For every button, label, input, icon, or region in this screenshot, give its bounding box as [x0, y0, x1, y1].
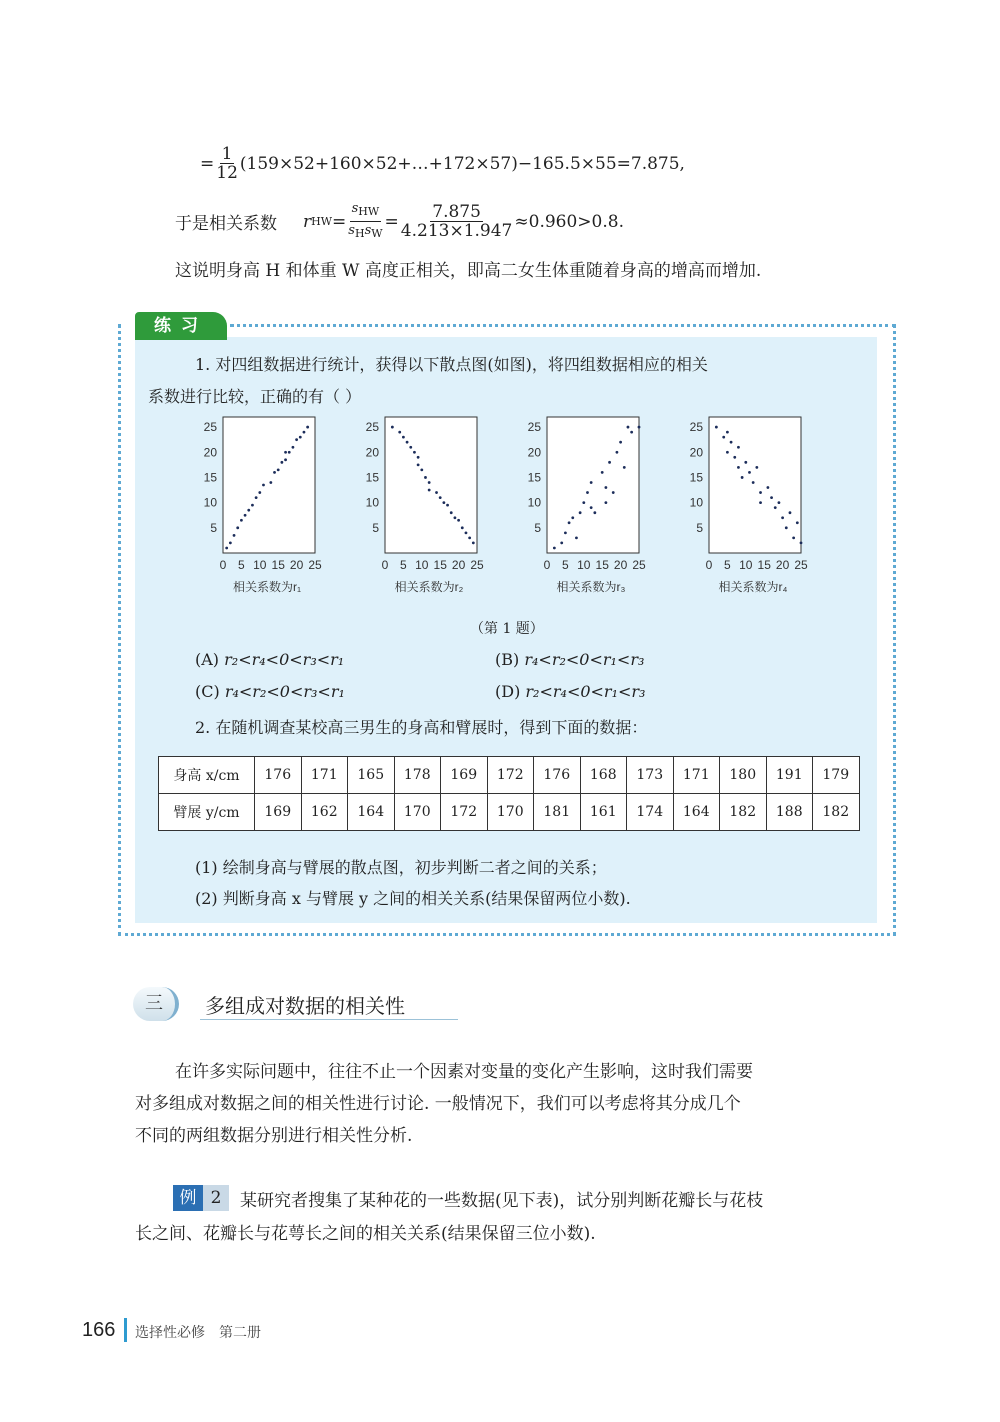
table-cell: 171 — [673, 757, 720, 794]
scatter-point — [269, 481, 272, 484]
x-tick-label: 20 — [289, 558, 304, 572]
scatter-point — [623, 466, 626, 469]
x-tick-label: 15 — [271, 558, 285, 572]
fraction-denominator: 12 — [216, 163, 238, 183]
scatter-point — [450, 511, 453, 514]
scatter-point — [446, 504, 449, 507]
table-cell: 172 — [441, 794, 488, 831]
scatter-point — [461, 526, 464, 529]
example-2-line-1: 某研究者搜集了某种花的一些数据(见下表)，试分别判断花瓣长与花枝 — [240, 1191, 764, 1211]
y-tick-label: 20 — [203, 445, 217, 460]
scatter-plot-r2 — [357, 412, 497, 577]
scatter-point — [442, 501, 445, 504]
table-cell: 176 — [255, 757, 302, 794]
scatter-point — [792, 536, 795, 539]
s-hw-sub: HW — [358, 205, 380, 218]
x-tick-label: 10 — [739, 558, 753, 572]
table-cell: 172 — [487, 757, 534, 794]
scatter-point — [295, 438, 298, 441]
table-cell: 176 — [534, 757, 581, 794]
fraction-values-numerator: 7.875 — [432, 202, 481, 222]
x-tick-label: 5 — [238, 558, 245, 572]
x-tick-label: 15 — [757, 558, 771, 572]
scatter-point — [398, 431, 401, 434]
question-2-sub-2: (2) 判断身高 x 与臂展 y 之间的相关关系(结果保留两位小数). — [195, 889, 631, 908]
scatter-point — [303, 431, 306, 434]
scatter-point — [247, 509, 250, 512]
table-cell: 182 — [813, 794, 860, 831]
table-cell: 171 — [301, 757, 348, 794]
option-b — [495, 650, 644, 669]
conclusion-text: 这说明身高 H 和体重 W 高度正相关，即高二女生体重随着身高的增高而增加. — [175, 261, 762, 281]
row-header-armspan: 臂展 y/cm — [159, 794, 255, 831]
scatter-point — [262, 484, 265, 487]
scatter-point — [778, 501, 781, 504]
x-tick-label: 25 — [794, 558, 808, 572]
scatter-point — [424, 476, 427, 479]
scatter-point — [612, 491, 615, 494]
scatter-point — [435, 491, 438, 494]
option-d-text: r₂<r₄<0<r₁<r₃ — [525, 682, 646, 701]
plot-caption-r3: 相关系数为r₃ — [556, 580, 626, 594]
scatter-point — [417, 456, 420, 459]
scatter-point — [726, 431, 729, 434]
x-tick-label: 20 — [451, 558, 466, 572]
section-number-badge: 三 — [133, 987, 179, 1021]
row-header-height: 身高 x/cm — [159, 757, 255, 794]
table-cell: 165 — [348, 757, 395, 794]
table-row — [159, 757, 860, 794]
section-underline — [200, 1019, 458, 1020]
question-2-sub-1: (1) 绘制身高与臂展的散点图，初步判断二者之间的关系； — [195, 858, 607, 877]
scatter-point — [630, 431, 633, 434]
scatter-point — [722, 436, 725, 439]
x-tick-label: 25 — [632, 558, 646, 572]
scatter-point — [601, 471, 604, 474]
formula-expression: (159×52+160×52+…+172×57)−165.5×55=7.875, — [239, 153, 685, 174]
scatter-point — [571, 516, 574, 519]
formula-result: ≈0.960>0.8. — [514, 211, 624, 232]
y-tick-label: 20 — [689, 445, 703, 460]
scatter-point — [417, 463, 420, 466]
equals-2: = — [384, 211, 399, 232]
table-cell: 173 — [627, 757, 674, 794]
s-w: s — [364, 223, 372, 238]
example-badge-number: 2 — [203, 1185, 229, 1211]
scatter-point — [439, 496, 442, 499]
scatter-point — [225, 547, 228, 550]
table-cell: 174 — [627, 794, 674, 831]
option-a-label: (A) — [195, 650, 220, 669]
scatter-point — [306, 426, 309, 429]
example-2-badge — [173, 1185, 229, 1211]
x-tick-label: 25 — [308, 558, 322, 572]
scatter-point — [744, 461, 747, 464]
scatter-plot-r3 — [519, 412, 659, 577]
scatter-point — [233, 534, 236, 537]
book-title: 选择性必修 第二册 — [135, 1325, 261, 1341]
table-cell: 179 — [813, 757, 860, 794]
scatter-point — [472, 542, 475, 545]
scatter-point — [616, 451, 619, 454]
option-c-text: r₄<r₂<0<r₃<r₁ — [224, 682, 345, 701]
scatter-point — [627, 426, 630, 429]
option-c-label: (C) — [195, 682, 220, 701]
scatter-point — [454, 516, 457, 519]
plot-caption-r4: 相关系数为r₄ — [718, 580, 788, 594]
scatter-point — [564, 531, 567, 534]
scatter-point — [730, 441, 733, 444]
y-tick-label: 25 — [203, 420, 217, 435]
table-cell: 162 — [301, 794, 348, 831]
s-h: s — [348, 223, 355, 238]
x-tick-label: 20 — [613, 558, 628, 572]
scatter-point — [284, 458, 287, 461]
scatter-point — [748, 471, 751, 474]
scatter-point — [741, 476, 744, 479]
scatter-plot-r4 — [681, 412, 821, 577]
table-cell: 170 — [487, 794, 534, 831]
scatter-point — [579, 511, 582, 514]
y-tick-label: 10 — [689, 495, 703, 510]
scatter-point — [284, 451, 287, 454]
fraction-values-denominator: 4.213×1.947 — [400, 221, 513, 241]
plot-caption-r2: 相关系数为r₂ — [394, 580, 464, 594]
fraction-one-twelfth — [216, 145, 238, 182]
y-tick-label: 10 — [365, 495, 379, 510]
scatter-point — [608, 461, 611, 464]
x-tick-label: 0 — [381, 558, 389, 572]
scatter-point — [255, 496, 258, 499]
scatter-point — [457, 519, 460, 522]
s-h-sub: H — [354, 227, 365, 240]
scatter-point — [299, 436, 302, 439]
y-tick-label: 25 — [365, 420, 379, 435]
scatter-point — [292, 446, 295, 449]
x-tick-label: 10 — [415, 558, 429, 572]
table-row — [159, 794, 860, 831]
formula-eq: = — [200, 153, 215, 174]
scatter-point — [715, 426, 718, 429]
table-cell: 168 — [580, 757, 627, 794]
r-subscript: HW — [311, 215, 333, 228]
scatter-point — [590, 506, 593, 509]
section-paragraph-line-1: 在许多实际问题中，往往不止一个因素对变量的变化产生影响，这时我们需要 — [175, 1062, 753, 1082]
formula-line-2 — [175, 200, 624, 243]
scatter-point — [468, 536, 471, 539]
fraction-s-ratio — [348, 200, 382, 243]
x-tick-label: 25 — [470, 558, 484, 572]
option-d — [495, 682, 645, 701]
table-cell: 180 — [720, 757, 767, 794]
x-tick-label: 15 — [433, 558, 447, 572]
y-tick-label: 20 — [527, 445, 541, 460]
scatter-point — [752, 481, 755, 484]
table-cell: 161 — [580, 794, 627, 831]
option-b-text: r₄<r₂<0<r₁<r₃ — [524, 650, 645, 669]
section-paragraph-line-2: 对多组成对数据之间的相关性进行讨论. 一般情况下，我们可以考虑将其分成几个 — [135, 1094, 741, 1114]
equals-1: = — [332, 211, 347, 232]
scatter-point — [781, 516, 784, 519]
scatter-point — [590, 481, 593, 484]
x-tick-label: 0 — [219, 558, 227, 572]
scatter-plot-r1 — [195, 412, 335, 577]
x-tick-label: 0 — [543, 558, 551, 572]
table-cell: 170 — [394, 794, 441, 831]
scatter-point — [593, 511, 596, 514]
scatter-point — [409, 446, 412, 449]
exercise-tab: 练习 — [135, 312, 227, 340]
question-1-line-1: 1. 对四组数据进行统计，获得以下散点图(如图)，将四组数据相应的相关 — [195, 355, 708, 374]
option-a — [195, 650, 344, 669]
scatter-point — [465, 531, 468, 534]
page-number: 166 — [82, 1319, 116, 1341]
y-tick-label: 20 — [365, 445, 379, 460]
scatter-point — [229, 542, 232, 545]
x-tick-label: 5 — [562, 558, 569, 572]
scatter-point — [240, 519, 243, 522]
scatter-point — [236, 526, 239, 529]
fraction-values — [401, 203, 513, 240]
scatter-point — [402, 436, 405, 439]
table-cell: 178 — [394, 757, 441, 794]
x-tick-label: 20 — [775, 558, 790, 572]
correlation-label: 于是相关系数 — [175, 214, 277, 234]
y-tick-label: 15 — [365, 470, 379, 485]
page-number-bar — [124, 1318, 127, 1342]
scatter-point — [755, 466, 758, 469]
x-tick-label: 10 — [577, 558, 591, 572]
table-cell: 188 — [766, 794, 813, 831]
y-tick-label: 5 — [210, 520, 217, 535]
scatter-point — [420, 468, 423, 471]
formula-line-1 — [200, 145, 685, 182]
y-tick-label: 5 — [372, 520, 379, 535]
y-tick-label: 15 — [203, 470, 217, 485]
s-w-sub: W — [371, 227, 383, 240]
x-tick-label: 0 — [705, 558, 713, 572]
y-tick-label: 5 — [534, 520, 541, 535]
scatter-point — [288, 451, 291, 454]
option-d-label: (D) — [495, 682, 521, 701]
scatter-point — [759, 491, 762, 494]
scatter-point — [428, 489, 431, 492]
scatter-point — [582, 501, 585, 504]
scatter-point — [258, 491, 261, 494]
y-tick-label: 15 — [689, 470, 703, 485]
height-armspan-table — [158, 756, 860, 831]
scatter-point — [789, 511, 792, 514]
scatter-point — [737, 446, 740, 449]
x-tick-label: 5 — [400, 558, 407, 572]
plot-caption-r1: 相关系数为r₁ — [232, 580, 302, 594]
option-a-text: r₂<r₄<0<r₃<r₁ — [224, 650, 345, 669]
scatter-point — [413, 451, 416, 454]
scatter-point — [774, 506, 777, 509]
x-tick-label: 5 — [724, 558, 731, 572]
table-cell: 191 — [766, 757, 813, 794]
example-2-line-2: 长之间、花瓣长与花萼长之间的相关关系(结果保留三位小数). — [135, 1224, 596, 1244]
x-tick-label: 15 — [595, 558, 609, 572]
table-cell: 182 — [720, 794, 767, 831]
table-cell: 169 — [255, 794, 302, 831]
scatter-point — [251, 504, 254, 507]
scatter-point — [568, 521, 571, 524]
question-2: 2. 在随机调查某校高三男生的身高和臂展时，得到下面的数据： — [195, 718, 648, 737]
option-b-label: (B) — [495, 650, 520, 669]
scatter-point — [575, 536, 578, 539]
scatter-point — [619, 441, 622, 444]
y-tick-label: 10 — [203, 495, 217, 510]
scatter-point — [726, 451, 729, 454]
table-cell: 164 — [348, 794, 395, 831]
section-title: 多组成对数据的相关性 — [205, 994, 405, 1018]
option-c — [195, 682, 345, 701]
y-tick-label: 10 — [527, 495, 541, 510]
plot-frame — [547, 417, 639, 553]
scatter-point — [766, 486, 769, 489]
scatter-point — [796, 521, 799, 524]
scatter-point — [759, 501, 762, 504]
section-paragraph-line-3: 不同的两组数据分别进行相关性分析. — [135, 1126, 413, 1146]
scatter-point — [800, 542, 803, 545]
table-cell: 169 — [441, 757, 488, 794]
scatter-point — [770, 496, 773, 499]
exercise-dotted-top — [230, 324, 896, 327]
y-tick-label: 25 — [689, 420, 703, 435]
scatter-point — [280, 461, 283, 464]
r-symbol: r — [303, 211, 312, 232]
scatter-point — [604, 501, 607, 504]
figure-caption: （第 1 题） — [470, 621, 544, 637]
table-cell: 164 — [673, 794, 720, 831]
scatter-point — [428, 481, 431, 484]
question-1-line-2: 系数进行比较，正确的有（ ） — [148, 387, 362, 406]
s-hw: s — [351, 201, 359, 216]
scatter-point — [273, 471, 276, 474]
scatter-point — [244, 514, 247, 517]
scatter-point — [586, 491, 589, 494]
scatter-point — [553, 547, 556, 550]
scatter-point — [604, 486, 607, 489]
x-tick-label: 10 — [253, 558, 267, 572]
fraction-numerator: 1 — [221, 144, 233, 164]
scatter-point — [406, 441, 409, 444]
scatter-point — [785, 526, 788, 529]
y-tick-label: 5 — [696, 520, 703, 535]
example-badge-label: 例 — [173, 1185, 203, 1211]
y-tick-label: 25 — [527, 420, 541, 435]
scatter-point — [733, 456, 736, 459]
scatter-point — [638, 426, 641, 429]
plot-frame — [385, 417, 477, 553]
table-cell: 181 — [534, 794, 581, 831]
scatter-point — [560, 542, 563, 545]
scatter-point — [737, 466, 740, 469]
scatter-point — [277, 468, 280, 471]
y-tick-label: 15 — [527, 470, 541, 485]
scatter-point — [391, 426, 394, 429]
